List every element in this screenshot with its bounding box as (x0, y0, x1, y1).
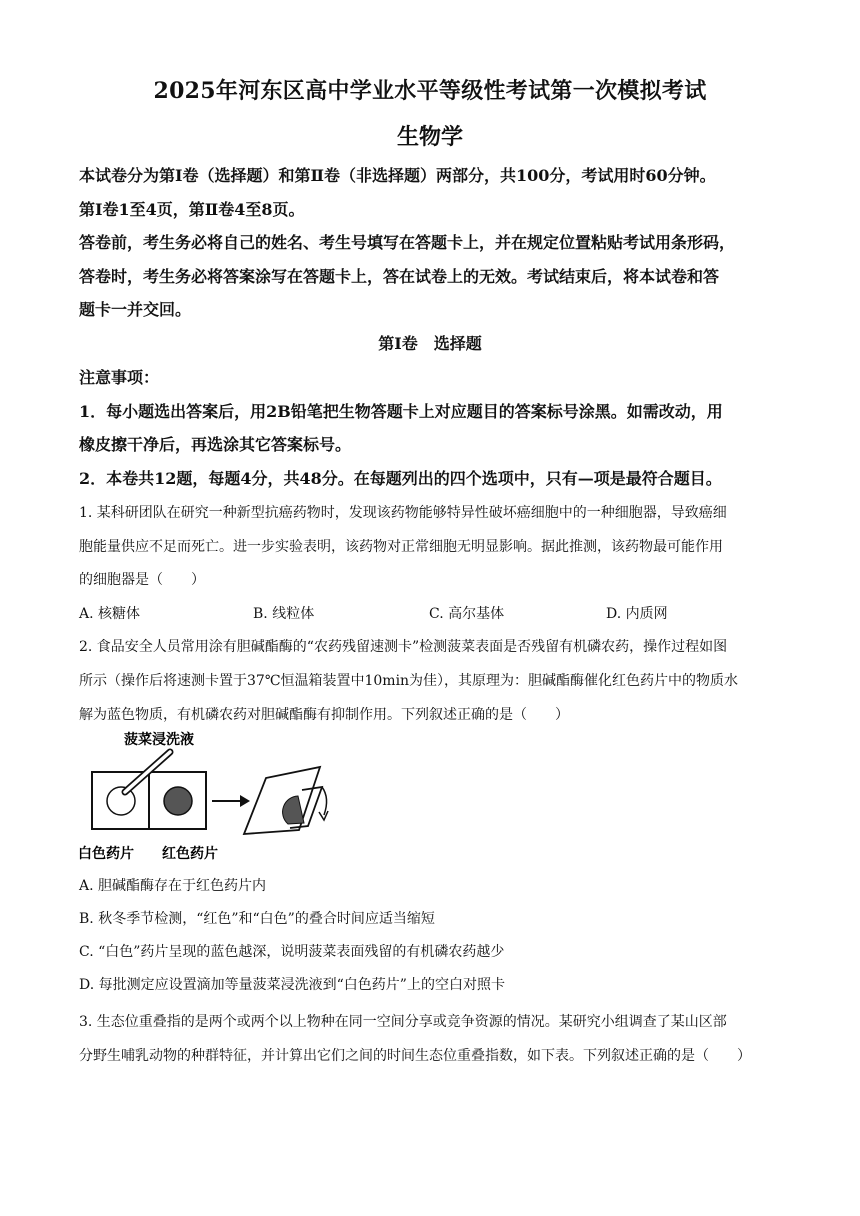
option-c: C. 高尔基体 (429, 606, 505, 622)
question-3-line: 分野生哺乳动物的种群特征，并计算出它们之间的时间生态位重叠指数，如下表。下列叙述正确的是（ ） (79, 1048, 751, 1064)
figure-label-white: 白色药片 (78, 846, 134, 862)
question-2-option-b: B. 秋冬季节检测，“红色”和“白色”的叠合时间应适当缩短 (79, 911, 435, 927)
option-b: B. 线粒体 (253, 606, 315, 622)
question-1-line: 的细胞器是（ ） (79, 572, 205, 588)
exam-title: 2025年河东区高中学业水平等级性考试第一次模拟考试 (153, 78, 707, 104)
folded-card-icon (244, 767, 328, 834)
note-line: 2．本卷共12题，每题4分，共48分。在每题列出的四个选项中，只有—项是最符合题目。 (79, 469, 722, 488)
subject-title: 生物学 (396, 124, 463, 150)
option-a: A. 核糖体 (79, 606, 141, 622)
question-2-line: 2. 食品安全人员常用涂有胆碱酯酶的“农药残留速测卡”检测菠菜表面是否残留有机磷农药，操作过程如图 (79, 639, 728, 655)
intro-line: 答卷前，考生务必将自己的姓名、考生号填写在答题卡上，并在规定位置粘贴考试用条形码， (79, 233, 736, 252)
question-2-line: 解为蓝色物质，有机磷农药对胆碱酯酶有抑制作用。下列叙述正确的是（ ） (79, 707, 569, 723)
arrow-icon (212, 795, 250, 807)
note-line: 1．每小题选出答案后，用2B铅笔把生物答题卡上对应题目的答案标号涂黑。如需改动，用 (79, 402, 723, 421)
question-3-line: 3. 生态位重叠指的是两个或两个以上物种在同一空间分享或竞争资源的情况。某研究小组调查了某山区部 (79, 1014, 727, 1030)
question-2-line: 所示（操作后将速测卡置于37℃恒温箱装置中10min为佳），其原理为：胆碱酯酶催化红色药片中的物质水 (79, 673, 739, 689)
figure-label-solution: 菠菜浸洗液 (124, 732, 194, 748)
figure-label-red: 红色药片 (162, 846, 218, 862)
question-1-line: 1. 某科研团队在研究一种新型抗癌药物时，发现该药物能够特异性破坏癌细胞中的一种细胞器，导致癌细 (79, 505, 727, 521)
intro-line: 本试卷分为第Ⅰ卷（选择题）和第Ⅱ卷（非选择题）两部分，共100分，考试用时60分钟。 (79, 166, 716, 185)
note-line: 橡皮擦干净后，再选涂其它答案标号。 (79, 435, 352, 454)
question-1-line: 胞能量供应不足而死亡。进一步实验表明，该药物对正常细胞无明显影响。据此推测，该药物最可能作用 (79, 539, 723, 555)
question-2-option-c: C. “白色”药片呈现的蓝色越深，说明菠菜表面残留的有机磷农药越少 (79, 944, 505, 960)
intro-line: 题卡一并交回。 (79, 300, 192, 319)
notes-title: 注意事项： (79, 368, 160, 387)
test-card-figure (72, 730, 342, 870)
intro-line: 答卷时，考生务必将答案涂写在答题卡上，答在试卷上的无效。考试结束后，将本试卷和答 (79, 267, 720, 286)
question-2-option-d: D. 每批测定应设置滴加等量菠菜浸洗液到“白色药片”上的空白对照卡 (79, 977, 505, 993)
section-heading: 第Ⅰ卷 选择题 (378, 334, 482, 353)
option-d: D. 内质网 (606, 606, 668, 622)
red-tablet-icon (164, 787, 192, 815)
question-2-option-a: A. 胆碱酯酶存在于红色药片内 (79, 878, 267, 894)
intro-line: 第Ⅰ卷1至4页，第Ⅱ卷4至8页。 (79, 200, 305, 219)
